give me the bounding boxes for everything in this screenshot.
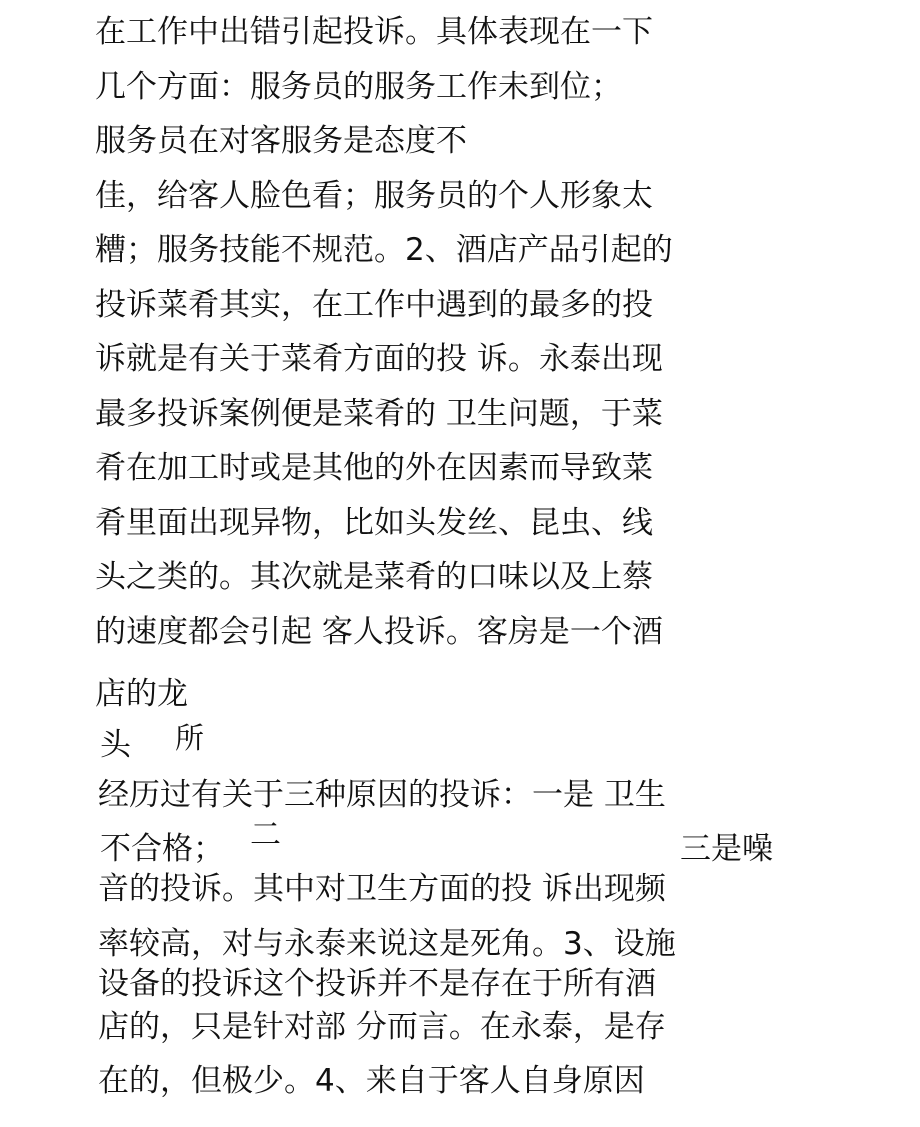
text-line: 的速度都会引起 客人投诉。客房是一个酒 [95,614,663,650]
text-line: 几个方面：服务员的服务工作未到位； [95,69,622,105]
text-line: 头之类的。其次就是菜肴的口味以及上蔡 [95,559,653,595]
text-line: 肴在加工时或是其他的外在因素而导致菜 [95,450,653,486]
text-fragment: 三是噪 [680,831,773,867]
text-line: 佳，给客人脸色看；服务员的个人形象太 [95,178,653,214]
text-fragment: 二 [250,817,281,853]
text-line: 在的，但极少。4、来自于客人自身原因 [98,1063,645,1099]
text-line: 糟；服务技能不规范。2、酒店产品引起的 [95,232,673,268]
text-line: 设备的投诉这个投诉并不是存在于所有酒 [98,966,656,1002]
text-line: 经历过有关于三种原因的投诉：一是 卫生 [98,777,666,813]
text-line: 在工作中出错引起投诉。具体表现在一下 [95,14,653,50]
text-line: 最多投诉案例便是菜肴的 卫生问题，于菜 [95,396,663,432]
text-line: 肴里面出现异物，比如头发丝、昆虫、线 [95,505,653,541]
text-line: 头 [100,727,131,763]
text-line: 店的，只是针对部 分而言。在永泰，是存 [98,1009,666,1045]
text-fragment: 所 [175,721,205,755]
text-line: 服务员在对客服务是态度不 [95,123,467,159]
text-line: 店的龙 [95,676,188,712]
text-line: 不合格； [100,831,224,867]
text-line: 率较高，对与永泰来说这是死角。3、设施 [98,926,676,962]
text-line: 音的投诉。其中对卫生方面的投 诉出现频 [98,871,666,907]
text-line: 诉就是有关于菜肴方面的投 诉。永泰出现 [95,341,663,377]
text-line: 投诉菜肴其实，在工作中遇到的最多的投 [95,287,653,323]
